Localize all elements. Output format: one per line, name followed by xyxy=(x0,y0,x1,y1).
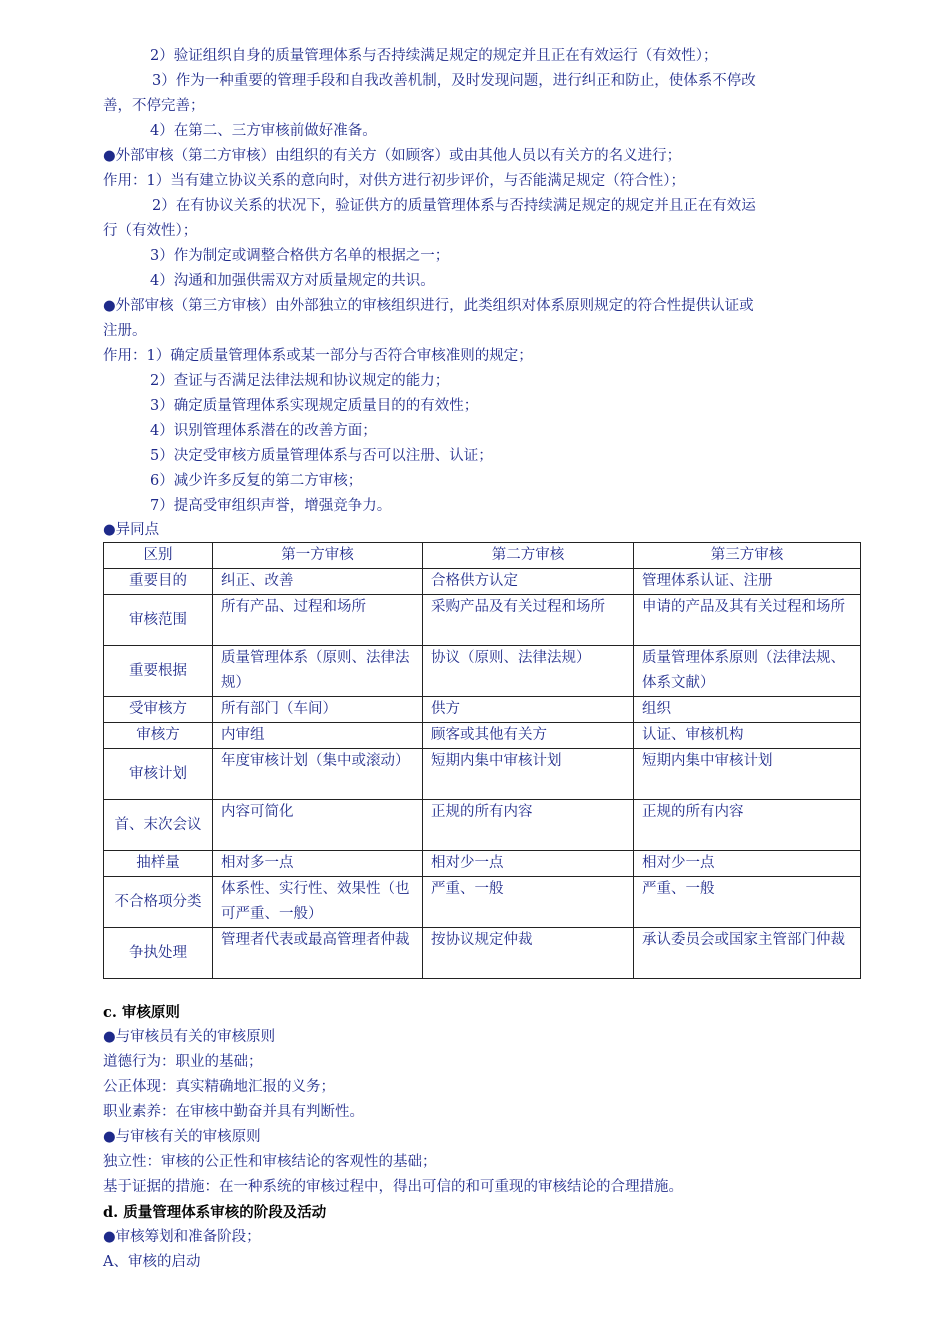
bullet-line xyxy=(103,1225,261,1250)
table-cell: 采购产品及有关过程和场所 xyxy=(423,595,634,646)
bullet-icon: ● xyxy=(103,1129,116,1145)
row-header-cell: 不合格项分类 xyxy=(104,877,213,928)
table-cell: 内审组 xyxy=(213,723,423,749)
text-line: 善，不停完善； xyxy=(103,98,205,114)
text-line: 公正体现：真实精确地汇报的义务； xyxy=(103,1079,335,1095)
text-line: 道德行为：职业的基础； xyxy=(103,1054,263,1070)
bullet-text: 审核筹划和准备阶段； xyxy=(115,1229,261,1245)
text-line: 职业素养：在审核中勤奋并具有判断性。 xyxy=(103,1104,364,1120)
row-header-cell: 抽样量 xyxy=(104,851,213,877)
table-cell: 所有部门（车间） xyxy=(213,697,423,723)
table-cell: 短期内集中审核计划 xyxy=(634,749,861,800)
bullet-text: 与审核员有关的审核原则 xyxy=(115,1029,276,1045)
bullet-text: 外部审核（第二方审核）由组织的有关方（如顾客）或由其他人员以有关方的名义进行； xyxy=(115,148,682,164)
row-header-cell: 首、末次会议 xyxy=(104,800,213,851)
text-line: 作用：1）确定质量管理体系或某一部分与否符合审核准则的规定； xyxy=(103,348,533,364)
bullet-line xyxy=(103,1125,261,1150)
table-cell: 管理者代表或最高管理者仲裁 xyxy=(213,928,423,979)
table-cell: 供方 xyxy=(423,697,634,723)
row-header-cell: 受审核方 xyxy=(104,697,213,723)
text-line: 6）减少许多反复的第二方审核； xyxy=(150,473,363,489)
bullet-line xyxy=(103,1025,275,1050)
table-header-cell: 第一方审核 xyxy=(213,543,423,569)
row-header-cell: 重要根据 xyxy=(104,646,213,697)
table-header-cell: 第三方审核 xyxy=(634,543,861,569)
comparison-table xyxy=(103,542,861,979)
bullet-line xyxy=(103,144,681,169)
table-cell: 质量管理体系（原则、法律法规） xyxy=(213,646,423,697)
text-line: 3）作为一种重要的管理手段和自我改善机制，及时发现问题，进行纠正和防止，使体系不停改 xyxy=(152,73,756,89)
table-row xyxy=(104,723,861,749)
table-cell: 严重、一般 xyxy=(634,877,861,928)
table-cell: 承认委员会或国家主管部门仲裁 xyxy=(634,928,861,979)
table-cell: 正规的所有内容 xyxy=(423,800,634,851)
table-row xyxy=(104,646,861,697)
text-line: 独立性：审核的公正性和审核结论的客观性的基础； xyxy=(103,1154,437,1170)
table-row xyxy=(104,697,861,723)
table-row xyxy=(104,749,861,800)
table-header-row xyxy=(104,543,861,569)
bullet-icon: ● xyxy=(103,298,116,314)
table-cell: 相对少一点 xyxy=(423,851,634,877)
table-cell: 质量管理体系原则（法律法规、体系文献） xyxy=(634,646,861,697)
table-cell: 内容可简化 xyxy=(213,800,423,851)
bullet-text: 异同点 xyxy=(115,522,160,538)
table-row xyxy=(104,877,861,928)
bullet-text: 与审核有关的审核原则 xyxy=(115,1129,261,1145)
section-heading-c: c. 审核原则 xyxy=(103,1004,180,1021)
row-header-cell: 审核计划 xyxy=(104,749,213,800)
row-header-cell: 争执处理 xyxy=(104,928,213,979)
table-header-cell: 区别 xyxy=(104,543,213,569)
table-cell: 合格供方认定 xyxy=(423,569,634,595)
table-cell: 严重、一般 xyxy=(423,877,634,928)
table-cell: 组织 xyxy=(634,697,861,723)
section-heading-d: d. 质量管理体系审核的阶段及活动 xyxy=(103,1204,327,1221)
bullet-icon: ● xyxy=(103,522,116,538)
table-cell: 正规的所有内容 xyxy=(634,800,861,851)
bullet-icon: ● xyxy=(103,1229,116,1245)
table-cell: 体系性、实行性、效果性（也可严重、一般） xyxy=(213,877,423,928)
table-cell: 纠正、改善 xyxy=(213,569,423,595)
table-row xyxy=(104,595,861,646)
text-line: 3）确定质量管理体系实现规定质量目的的有效性； xyxy=(150,398,479,414)
text-line: 7）提高受审组织声誉，增强竞争力。 xyxy=(150,498,392,514)
table-row xyxy=(104,569,861,595)
table-header-cell: 第二方审核 xyxy=(423,543,634,569)
text-line: 5）决定受审核方质量管理体系与否可以注册、认证； xyxy=(150,448,493,464)
text-line: 2）验证组织自身的质量管理体系与否持续满足规定的规定并且正在有效运行（有效性）； xyxy=(150,48,718,64)
table-cell: 按协议规定仲裁 xyxy=(423,928,634,979)
table-cell: 认证、审核机构 xyxy=(634,723,861,749)
table-row xyxy=(104,851,861,877)
row-header-cell: 审核方 xyxy=(104,723,213,749)
table-cell: 年度审核计划（集中或滚动） xyxy=(213,749,423,800)
bullet-icon: ● xyxy=(103,148,116,164)
bullet-icon: ● xyxy=(103,1029,116,1045)
table-cell: 管理体系认证、注册 xyxy=(634,569,861,595)
table-row xyxy=(104,800,861,851)
row-header-cell: 重要目的 xyxy=(104,569,213,595)
text-line: 2）在有协议关系的状况下，验证供方的质量管理体系与否持续满足规定的规定并且正在有效运 xyxy=(152,198,756,214)
table-cell: 所有产品、过程和场所 xyxy=(213,595,423,646)
table-cell: 协议（原则、法律法规） xyxy=(423,646,634,697)
text-line: 作用：1）当有建立协议关系的意向时，对供方进行初步评价，与否能满足规定（符合性）； xyxy=(103,173,685,189)
text-line: 行（有效性）； xyxy=(103,223,198,239)
bullet-text: 外部审核（第三方审核）由外部独立的审核组织进行，此类组织对体系原则规定的符合性提供认证或 xyxy=(115,298,754,314)
text-line: 2）查证与否满足法律法规和协议规定的能力； xyxy=(150,373,450,389)
row-header-cell: 审核范围 xyxy=(104,595,213,646)
table-cell: 顾客或其他有关方 xyxy=(423,723,634,749)
text-line: 4）识别管理体系潜在的改善方面； xyxy=(150,423,377,439)
text-line: 4）沟通和加强供需双方对质量规定的共识。 xyxy=(150,273,435,289)
text-line: 注册。 xyxy=(103,323,147,339)
table-cell: 短期内集中审核计划 xyxy=(423,749,634,800)
text-line: 4）在第二、三方审核前做好准备。 xyxy=(150,123,377,139)
text-line: 3）作为制定或调整合格供方名单的根据之一； xyxy=(150,248,450,264)
bullet-line xyxy=(103,518,159,543)
bullet-line xyxy=(103,294,754,319)
table-row xyxy=(104,928,861,979)
text-line: 基于证据的措施：在一种系统的审核过程中，得出可信的和可重现的审核结论的合理措施。 xyxy=(103,1179,683,1195)
table-cell: 相对多一点 xyxy=(213,851,423,877)
text-line: A、审核的启动 xyxy=(103,1254,201,1270)
table-cell: 申请的产品及其有关过程和场所 xyxy=(634,595,861,646)
table-cell: 相对少一点 xyxy=(634,851,861,877)
